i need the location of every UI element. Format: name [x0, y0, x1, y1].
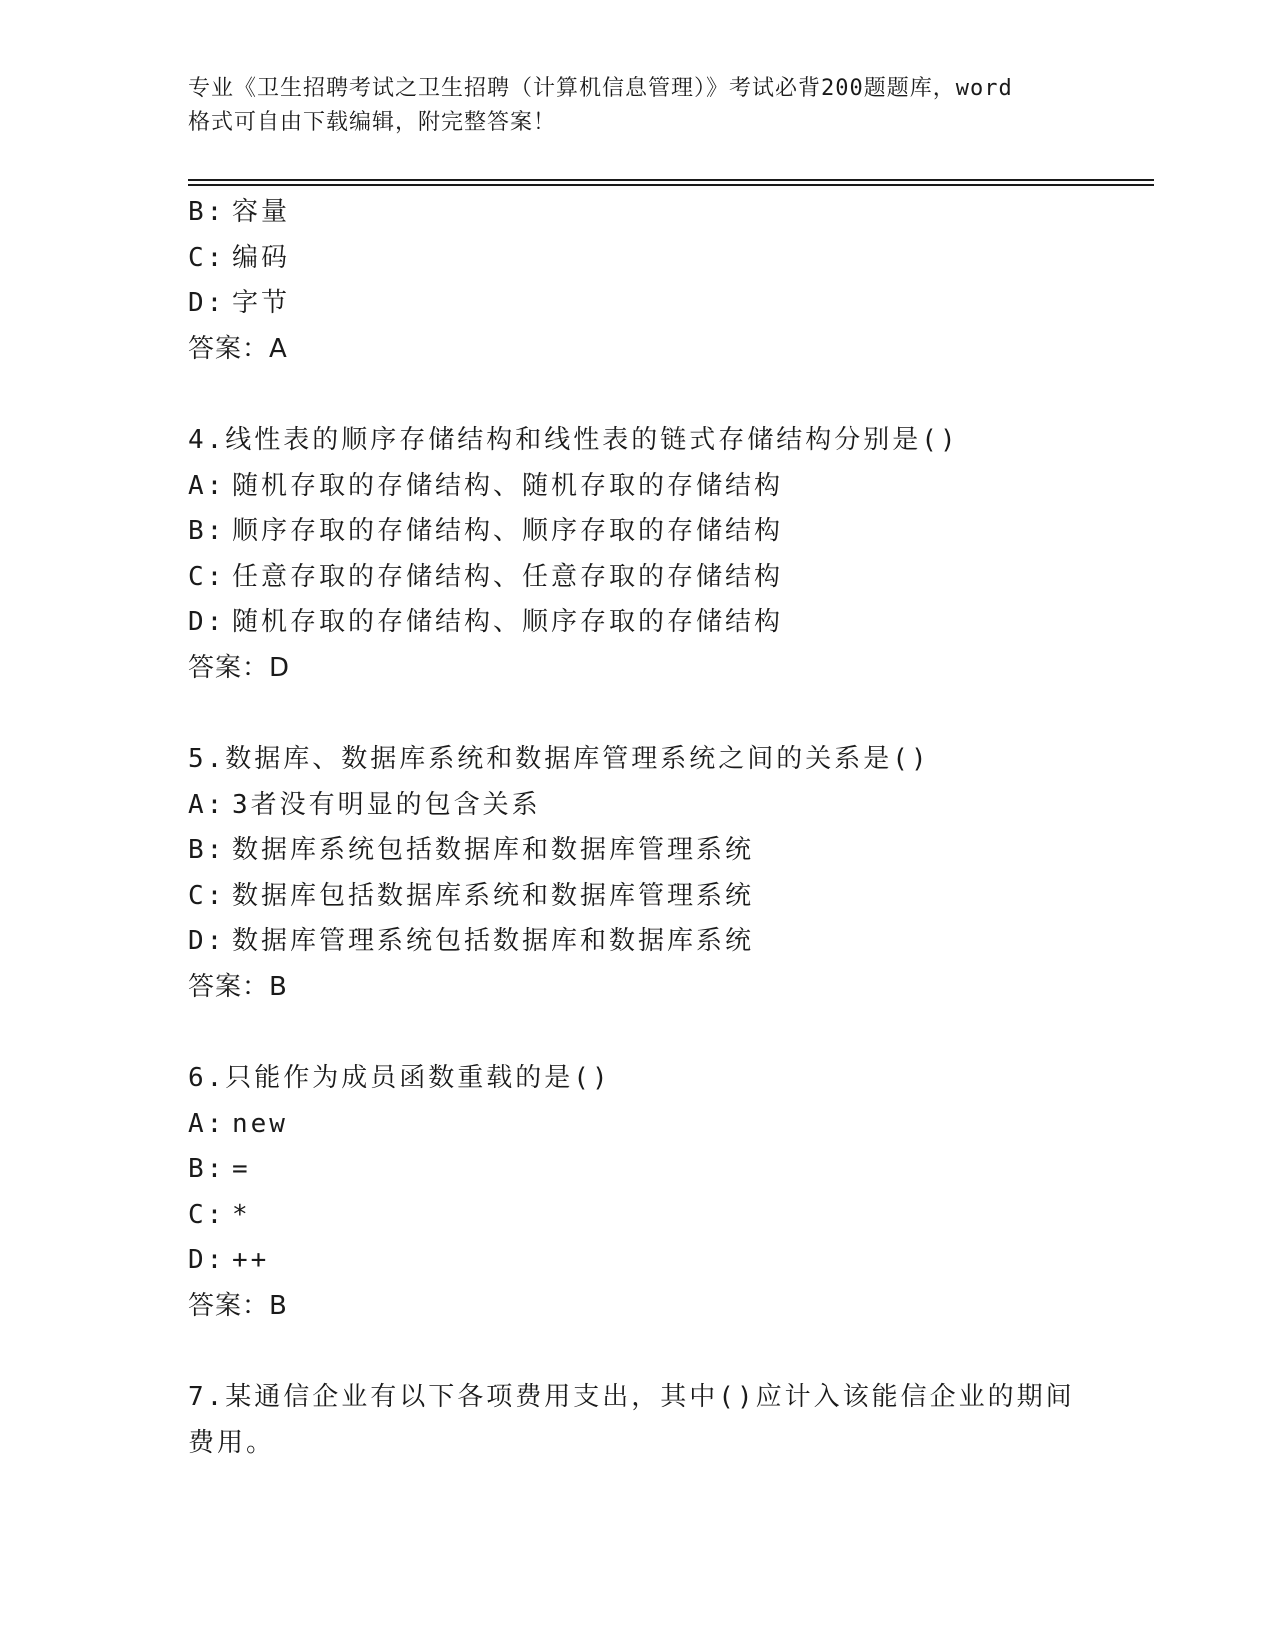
- option-d: [188, 281, 1088, 327]
- option-d: [188, 919, 1088, 965]
- question-stem: 6.只能作为成员函数重载的是(): [188, 1063, 611, 1093]
- option-c: [188, 1193, 1088, 1239]
- option-a: [188, 464, 1088, 510]
- question-3-tail: [188, 190, 1088, 372]
- answer-line: 答案：D: [188, 652, 291, 683]
- option-d: [188, 600, 1088, 646]
- question-4: [188, 418, 1088, 691]
- option-letter: A:: [188, 789, 226, 820]
- header-title-line-1: 专业《卫生招聘考试之卫生招聘（计算机信息管理）》考试必背200题题库，word: [188, 76, 1013, 101]
- option-letter: C:: [188, 561, 226, 592]
- answer-line: 答案：A: [188, 333, 288, 364]
- option-b: [188, 190, 1088, 236]
- option-letter: D:: [188, 926, 226, 956]
- option-text: 数据库包括数据库系统和数据库管理系统: [232, 880, 755, 911]
- option-letter: C:: [188, 1199, 226, 1230]
- option-c: [188, 874, 1088, 920]
- option-text: 随机存取的存储结构、随机存取的存储结构: [232, 470, 784, 501]
- option-text: 容量: [232, 197, 291, 227]
- answer-line: 答案：B: [188, 971, 288, 1002]
- option-letter: D:: [188, 607, 226, 637]
- option-b: [188, 828, 1088, 874]
- question-7: [188, 1375, 1088, 1466]
- spacer: [188, 372, 1088, 418]
- option-letter: B:: [188, 516, 226, 546]
- question-stem: 5.数据库、数据库系统和数据库管理系统之间的关系是(): [188, 744, 930, 774]
- option-letter: B:: [188, 835, 226, 865]
- spacer: [188, 1329, 1088, 1375]
- option-c: [188, 555, 1088, 601]
- option-letter: C:: [188, 242, 226, 273]
- option-b: [188, 509, 1088, 555]
- option-letter: A:: [188, 1108, 226, 1139]
- option-text: =: [232, 1154, 251, 1184]
- option-c: [188, 236, 1088, 282]
- option-text: new: [232, 1108, 288, 1139]
- option-letter: C:: [188, 880, 226, 911]
- option-letter: B:: [188, 197, 226, 227]
- question-stem-line-2: 费用。: [188, 1427, 276, 1458]
- header-title-line-2: 格式可自由下载编辑，附完整答案！: [188, 110, 557, 135]
- header-rule-bottom: [188, 184, 1154, 186]
- spacer: [188, 1010, 1088, 1056]
- option-text: 数据库系统包括数据库和数据库管理系统: [232, 835, 755, 865]
- question-list: [188, 190, 1088, 1466]
- document-header: [188, 72, 1088, 140]
- option-text: *: [232, 1199, 251, 1230]
- option-letter: B:: [188, 1154, 226, 1184]
- option-a: [188, 1102, 1088, 1148]
- question-6: [188, 1056, 1088, 1329]
- question-5: [188, 737, 1088, 1010]
- option-text: 随机存取的存储结构、顺序存取的存储结构: [232, 607, 784, 637]
- option-text: 任意存取的存储结构、任意存取的存储结构: [232, 561, 784, 592]
- question-stem: 4.线性表的顺序存储结构和线性表的链式存储结构分别是(): [188, 425, 959, 455]
- spacer: [188, 691, 1088, 737]
- option-text: 3者没有明显的包含关系: [232, 789, 541, 820]
- option-letter: D:: [188, 288, 226, 318]
- option-text: ++: [232, 1245, 270, 1275]
- option-a: [188, 783, 1088, 829]
- option-letter: A:: [188, 470, 226, 501]
- option-d: [188, 1238, 1088, 1284]
- option-text: 字节: [232, 288, 291, 318]
- option-letter: D:: [188, 1245, 226, 1275]
- option-text: 数据库管理系统包括数据库和数据库系统: [232, 926, 755, 956]
- option-text: 编码: [232, 242, 291, 273]
- question-stem-line-1: 7.某通信企业有以下各项费用支出，其中()应计入该能信企业的期间: [188, 1382, 1075, 1412]
- option-text: 顺序存取的存储结构、顺序存取的存储结构: [232, 516, 784, 546]
- option-b: [188, 1147, 1088, 1193]
- answer-line: 答案：B: [188, 1290, 288, 1321]
- header-rule-top: [188, 179, 1154, 181]
